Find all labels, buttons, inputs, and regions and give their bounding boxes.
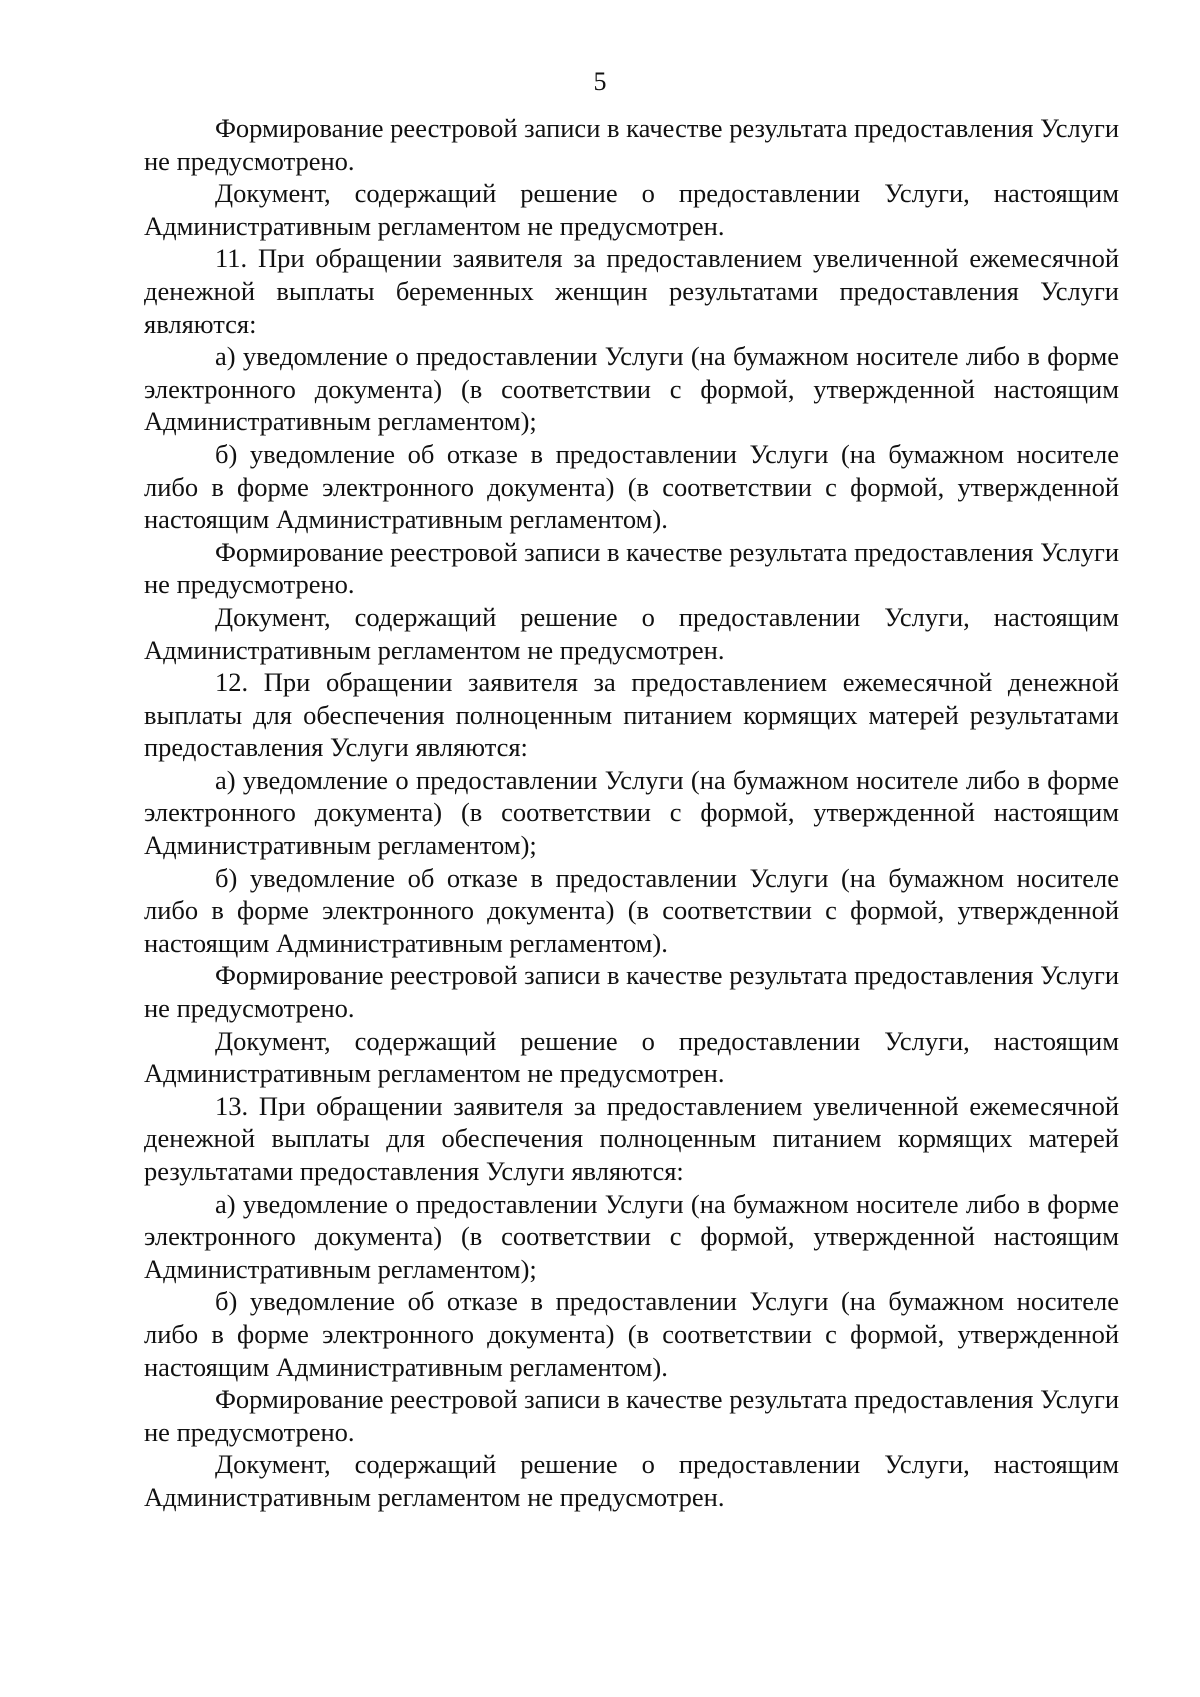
paragraph-item-13-a: а) уведомление о предоставлении Услуги (на бумажном носителе либо в форме электронного документа) (в соответствии с формой, утвержденной настоящим Административным регламентом); [144,1188,1119,1284]
paragraph-item-12-b: б) уведомление об отказе в предоставлении Услуги (на бумажном носителе либо в форме электронного документа) (в соответствии с формой, утвержденной настоящим Административным регламентом). [144,862,1119,958]
paragraph-decision-document-4: Документ, содержащий решение о предоставлении Услуги, настоящим Административным регламентом не предусмотрен. [144,1449,1119,1512]
paragraph-registry-record-2: Формирование реестровой записи в качестве результата предоставления Услуги не предусмотрено. [144,536,1119,600]
paragraph-item-12-a: а) уведомление о предоставлении Услуги (на бумажном носителе либо в форме электронного документа) (в соответствии с формой, утвержденной настоящим Административным регламентом); [144,764,1119,861]
paragraph-item-12: 12. При обращении заявителя за предоставлением ежемесячной денежной выплаты для обеспечения полноценным питанием кормящих матерей результатами предоставления Услуги являются: [144,667,1119,763]
paragraph-item-11-b: б) уведомление об отказе в предоставлении Услуги (на бумажном носителе либо в форме электронного документа) (в соответствии с формой, утвержденной настоящим Административным регламентом). [144,438,1119,535]
paragraph-decision-document-1: Документ, содержащий решение о предоставлении Услуги, настоящим Административным регламентом не предусмотрен. [144,178,1119,241]
document-body [144,112,1119,1514]
paragraph-item-11: 11. При обращении заявителя за предоставлением увеличенной ежемесячной денежной выплаты беременных женщин результатами предоставления Услуги являются: [144,243,1119,339]
paragraph-decision-document-2: Документ, содержащий решение о предоставлении Услуги, настоящим Административным регламентом не предусмотрен. [144,601,1119,665]
paragraph-decision-document-3: Документ, содержащий решение о предоставлении Услуги, настоящим Административным регламентом не предусмотрен. [144,1025,1119,1089]
paragraph-registry-record-3: Формирование реестровой записи в качестве результата предоставления Услуги не предусмотрено. [144,960,1119,1024]
paragraph-item-13: 13. При обращении заявителя за предоставлением увеличенной ежемесячной денежной выплаты для обеспечения полноценным питанием кормящих матерей результатами предоставления Услуги являются: [144,1090,1119,1186]
paragraph-registry-record-4: Формирование реестровой записи в качестве результата предоставления Услуги не предусмотрено. [144,1384,1119,1447]
paragraph-item-11-a: а) уведомление о предоставлении Услуги (на бумажном носителе либо в форме электронного документа) (в соответствии с формой, утвержденной настоящим Административным регламентом); [144,341,1119,437]
page-number: 5 [593,67,607,96]
paragraph-registry-record-1: Формирование реестровой записи в качестве результата предоставления Услуги не предусмотрено. [144,113,1119,176]
paragraph-item-13-b: б) уведомление об отказе в предоставлении Услуги (на бумажном носителе либо в форме электронного документа) (в соответствии с формой, утвержденной настоящим Административным регламентом). [144,1286,1119,1382]
